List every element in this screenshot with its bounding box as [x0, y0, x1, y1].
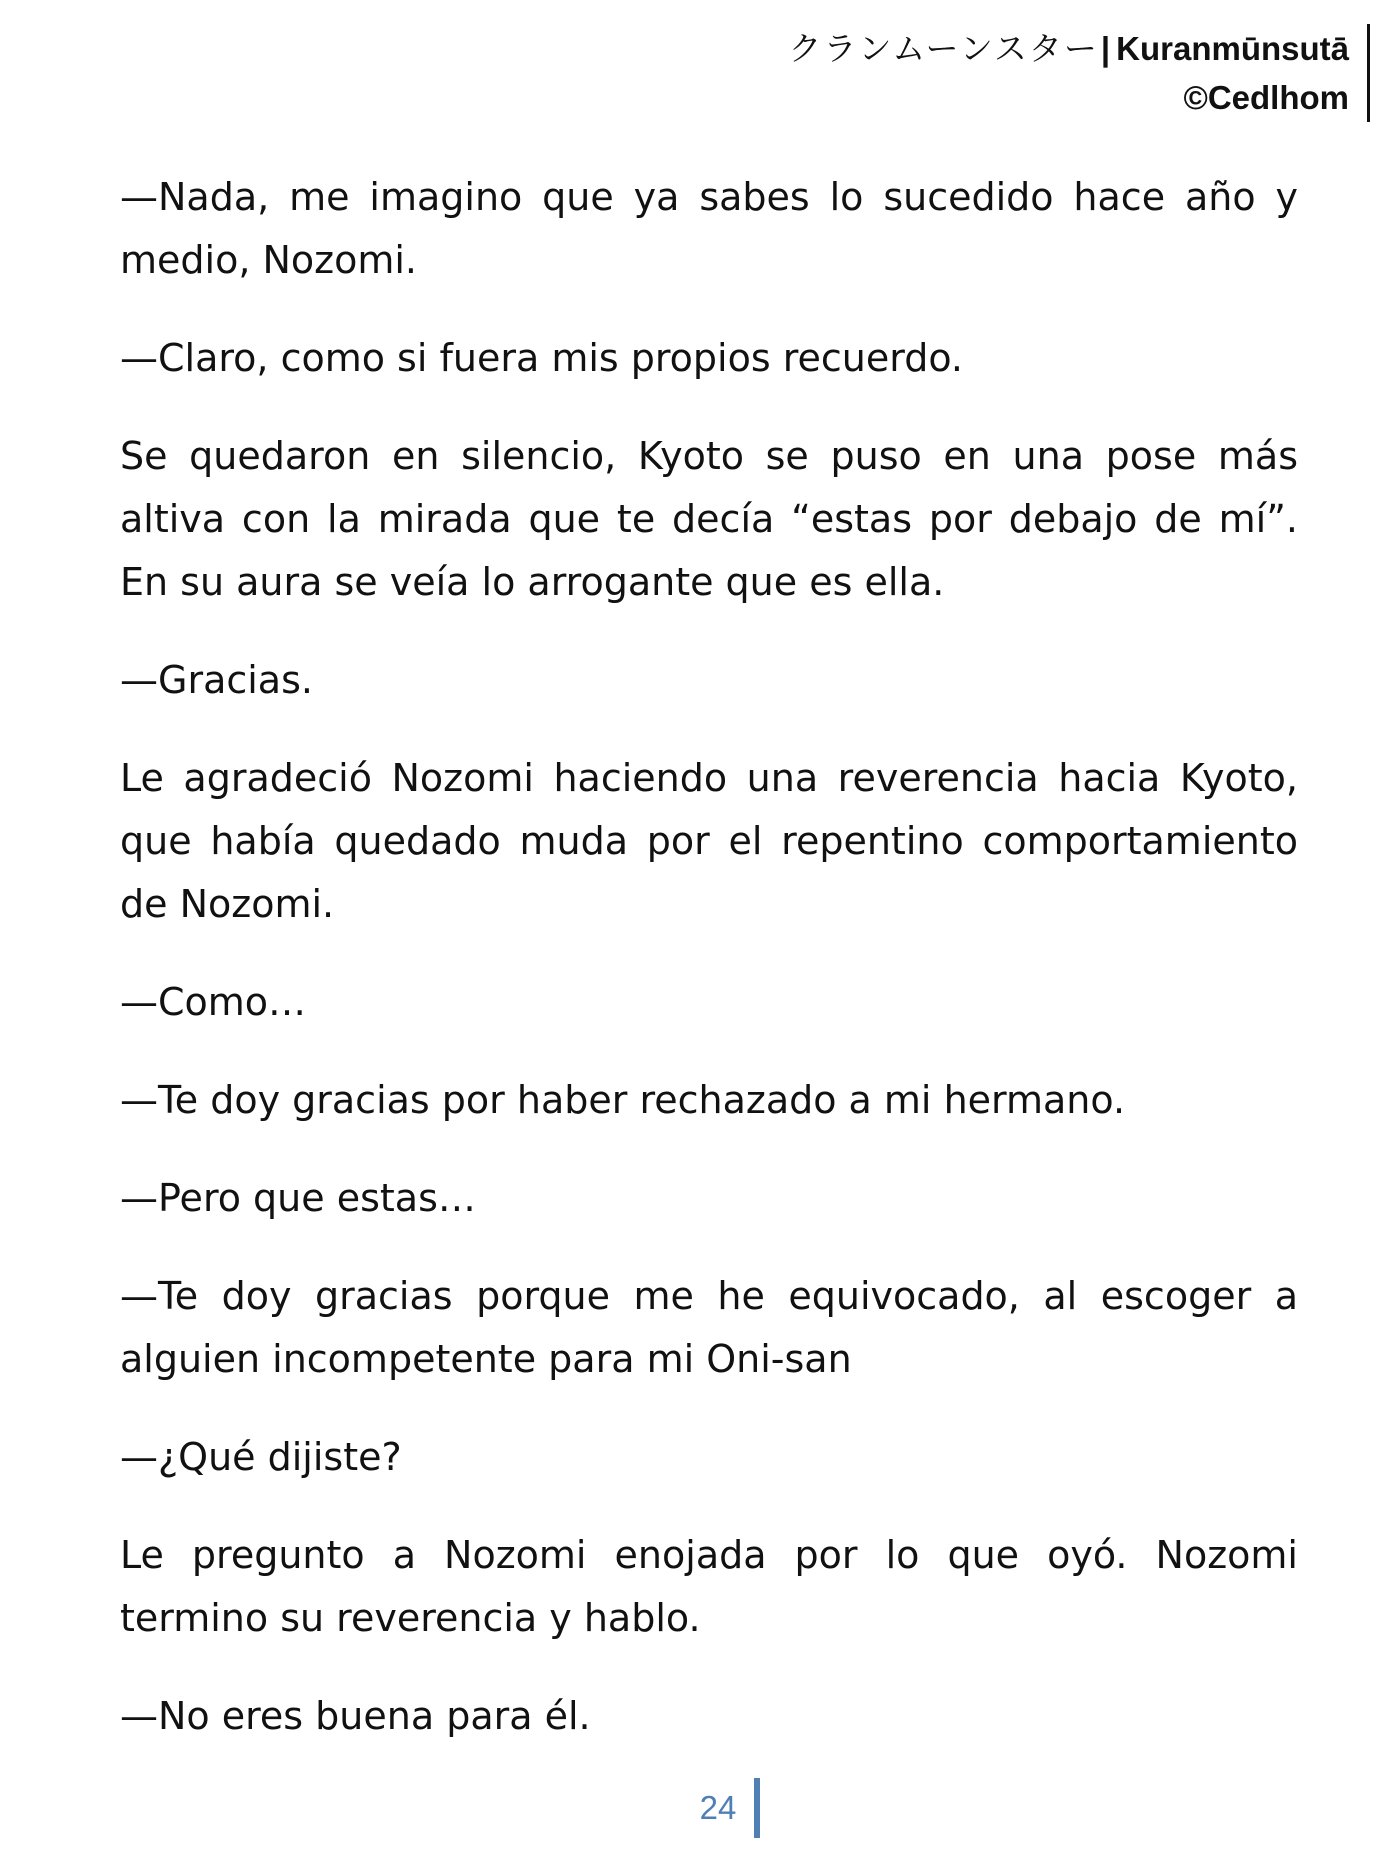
header-title-line: [789, 24, 1349, 73]
paragraph-12: —No eres buena para él.: [120, 1694, 591, 1738]
page-header: [789, 24, 1370, 122]
page-footer: [0, 1778, 1400, 1838]
paragraph-3: Se quedaron en silencio, Kyoto se puso en una pose más altiva con la mirada que te decía “estas por debajo de mí”. En su aura se veía lo arrogante que es ella.: [120, 434, 1298, 604]
paragraph-1: —Nada, me imagino que ya sabes lo sucedido hace año y medio, Nozomi.: [120, 175, 1298, 282]
japanese-title: クランムーンスター: [788, 30, 1099, 67]
paragraph-2: —Claro, como si fuera mis propios recuerdo.: [120, 336, 963, 380]
page-number: 24: [700, 1778, 761, 1838]
header-separator: |: [1100, 30, 1111, 67]
copyright-notice: ©Cedlhom: [1183, 79, 1349, 116]
romaji-title: Kuranmūnsutā: [1116, 30, 1349, 67]
paragraph-6: —Como…: [120, 980, 307, 1024]
paragraph-4: —Gracias.: [120, 658, 313, 702]
paragraph-11: Le pregunto a Nozomi enojada por lo que oyó. Nozomi termino su reverencia y hablo.: [120, 1533, 1298, 1640]
paragraph-5: Le agradeció Nozomi haciendo una reverencia hacia Kyoto, que había quedado muda por el repentino comportamiento de Nozomi.: [120, 756, 1298, 926]
paragraph-9: —Te doy gracias porque me he equivocado, al escoger a alguien incompetente para mi Oni-san: [120, 1274, 1298, 1381]
paragraph-10: —¿Qué dijiste?: [120, 1435, 402, 1479]
paragraph-8: —Pero que estas…: [120, 1176, 476, 1220]
page-body: [120, 166, 1298, 1783]
paragraph-7: —Te doy gracias por haber rechazado a mi hermano.: [120, 1078, 1126, 1122]
